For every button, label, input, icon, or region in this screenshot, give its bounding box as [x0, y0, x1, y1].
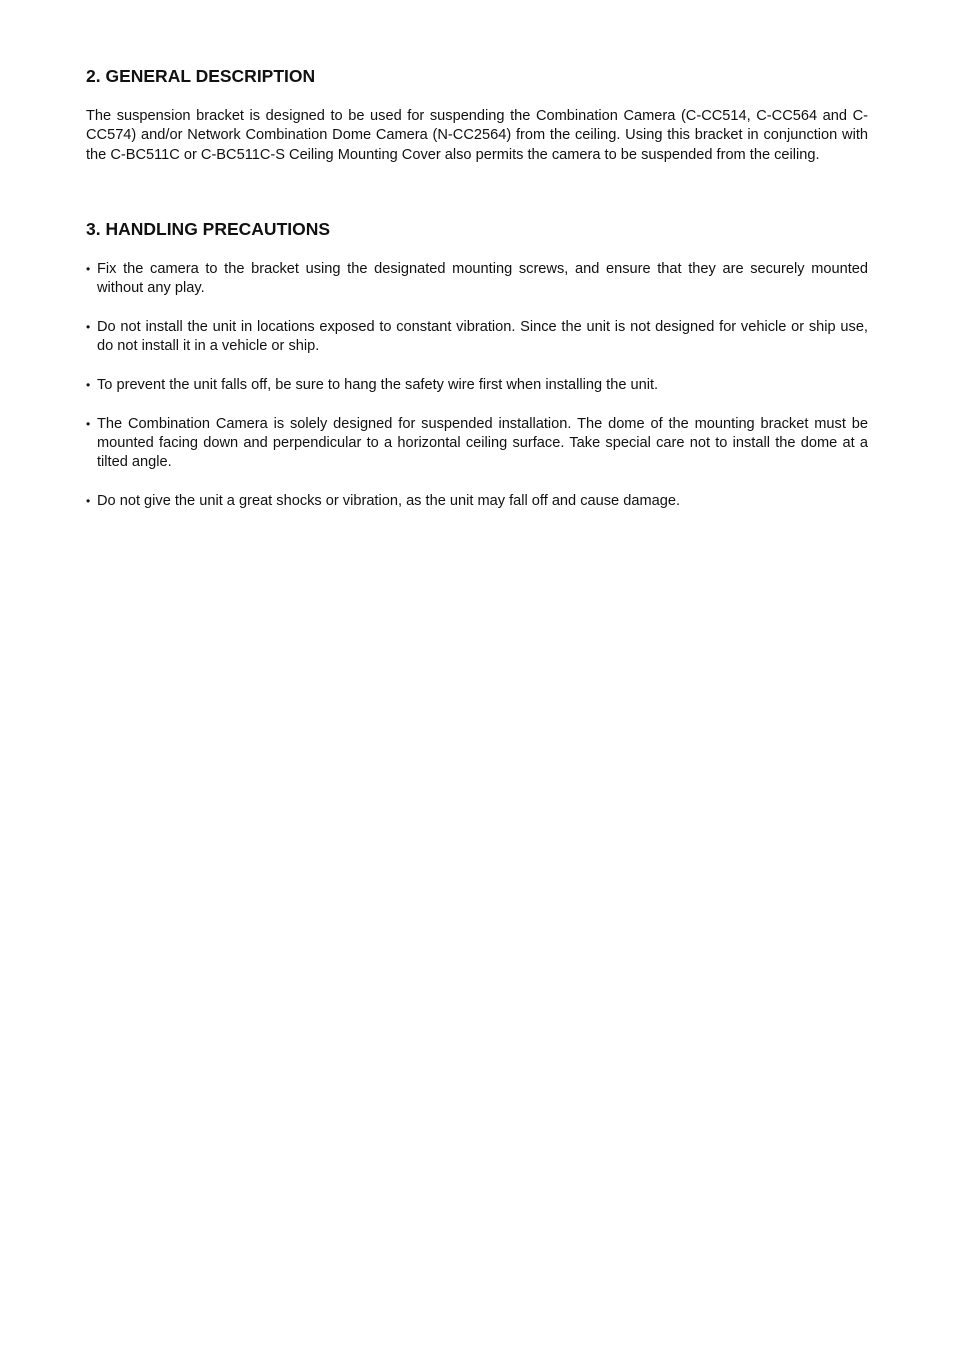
general-description-paragraph: The suspension bracket is designed to be used for suspending the Combination Camera (C-CC514, C-CC564 and C-CC574) and/or Network Combination Dome Camera (N-CC2564) from the ceiling. Using this bracket in conjunction with the C-BC511C or C-BC511C-S Ceiling Mounting Cover also permits the camera to be suspended from the ceiling. [86, 108, 868, 163]
bullet-icon: • [86, 319, 91, 334]
bullet-icon: • [86, 378, 91, 393]
list-item [86, 415, 868, 473]
list-item [86, 318, 868, 357]
list-item [86, 260, 868, 299]
bullet-icon: • [86, 494, 91, 509]
list-item [86, 492, 868, 511]
section-title-general-description: 2. GENERAL DESCRIPTION [86, 66, 316, 86]
document-page [86, 64, 868, 531]
bullet-icon: • [86, 261, 91, 276]
list-item [86, 376, 868, 395]
list-item-text: To prevent the unit falls off, be sure to hang the safety wire first when installing the unit. [97, 377, 659, 394]
list-item-text: The Combination Camera is solely designed for suspended installation. The dome of the mounting bracket must be mounted facing down and perpendicular to a horizontal ceiling surface. Take special care not to install the dome at a tilted angle. [97, 415, 868, 471]
list-item-text: Do not install the unit in locations exposed to constant vibration. Since the unit is not designed for vehicle or ship use, do not install it in a vehicle or ship. [97, 318, 868, 355]
handling-precautions-list [86, 260, 868, 512]
list-item-text: Do not give the unit a great shocks or vibration, as the unit may fall off and cause damage. [97, 493, 681, 510]
section-title-handling-precautions: 3. HANDLING PRECAUTIONS [86, 218, 331, 239]
bullet-icon: • [86, 416, 91, 431]
list-item-text: Fix the camera to the bracket using the designated mounting screws, and ensure that they are securely mounted without any play. [97, 260, 868, 297]
